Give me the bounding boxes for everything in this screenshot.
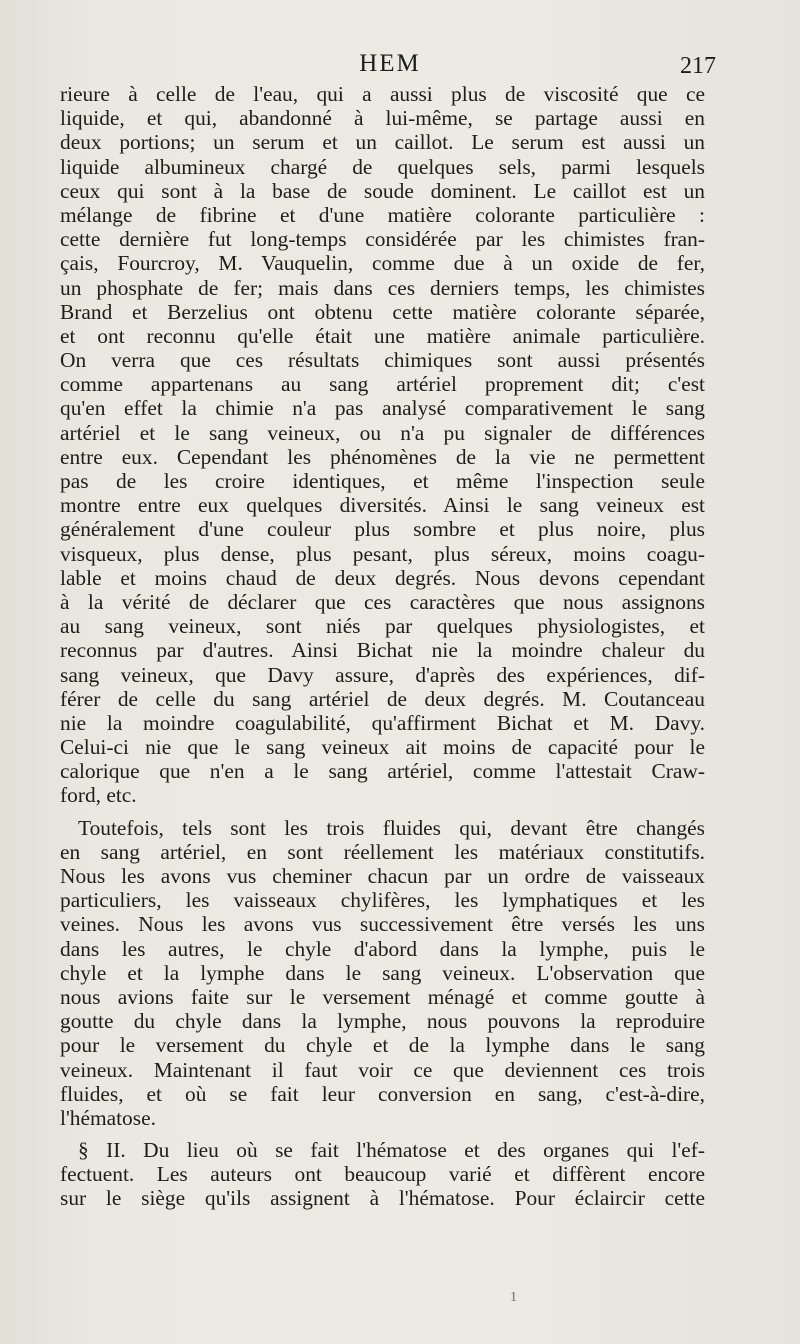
running-head bbox=[60, 50, 720, 84]
text-line: ceux qui sont à la base de soude dominent. Le caillot est un bbox=[60, 178, 705, 203]
text-line: artériel et le sang veineux, ou n'a pu signaler de différences bbox=[60, 420, 705, 445]
text-line: Brand et Berzelius ont obtenu cette matière colorante séparée, bbox=[60, 299, 705, 324]
text-line: mélange de fibrine et d'une matière colorante particulière : bbox=[60, 202, 705, 227]
text-line: Nous les avons vus cheminer chacun par un ordre de vaisseaux bbox=[60, 864, 705, 888]
text-line: dans les autres, le chyle d'abord dans la lymphe, puis le bbox=[60, 936, 705, 961]
text-line: comme appartenans au sang artériel proprement dit; c'est bbox=[60, 372, 705, 397]
text-line: pour le versement du chyle et de la lymphe dans le sang bbox=[60, 1033, 705, 1058]
text-line: l'hématose. bbox=[60, 1105, 156, 1130]
text-line: ford, etc. bbox=[60, 783, 137, 808]
text-line: nie la moindre coagulabilité, qu'affirment Bichat et M. Davy. bbox=[60, 710, 705, 735]
text-line: çais, Fourcroy, M. Vauquelin, comme due à un oxide de fer, bbox=[60, 251, 705, 276]
text-line: particuliers, les vaisseaux chylifères, les lymphatiques et les bbox=[60, 888, 705, 913]
text-line: qu'en effet la chimie n'a pas analysé comparativement le sang bbox=[60, 396, 705, 421]
text-line: goutte du chyle dans la lymphe, nous pouvons la reproduire bbox=[60, 1009, 705, 1034]
running-title: HEM bbox=[359, 50, 421, 77]
body-text bbox=[60, 82, 705, 1211]
text-line: liquide albumineux chargé de quelques sels, parmi lesquels bbox=[60, 154, 705, 179]
paragraph bbox=[60, 82, 705, 808]
text-line: à la vérité de déclarer que ces caractères que nous assignons bbox=[60, 589, 705, 614]
text-line: chyle et la lymphe dans le sang veineux. L'observation que bbox=[60, 960, 705, 985]
text-line: un phosphate de fer; mais dans ces derniers temps, les chimistes bbox=[60, 275, 705, 300]
text-line: sang veineux, que Davy assure, d'après des expériences, dif- bbox=[60, 662, 705, 687]
text-line: Celui-ci nie que le sang veineux ait moins de capacité pour le bbox=[60, 735, 705, 760]
text-line: nous avions faite sur le versement ménagé et comme goutte à bbox=[60, 984, 705, 1009]
text-line: entre eux. Cependant les phénomènes de la vie ne permettent bbox=[60, 444, 705, 469]
footer-mark: 1 bbox=[510, 1290, 517, 1305]
text-line: fectuent. Les auteurs ont beaucoup varié et diffèrent encore bbox=[60, 1162, 705, 1187]
text-line: sur le siège qu'ils assignent à l'hématose. Pour éclaircir cette bbox=[60, 1186, 705, 1211]
text-line: montre entre eux quelques diversités. Ainsi le sang veineux est bbox=[60, 493, 705, 518]
paragraph-gap bbox=[60, 1130, 705, 1138]
text-line: au sang veineux, sont niés par quelques physiologistes, et bbox=[60, 614, 705, 639]
text-line: reconnus par d'autres. Ainsi Bichat nie la moindre chaleur du bbox=[60, 638, 705, 663]
paragraph bbox=[60, 1138, 705, 1211]
text-line: généralement d'une couleur plus sombre et plus noire, plus bbox=[60, 517, 705, 542]
text-line: et ont reconnu qu'elle était une matière animale particulière. bbox=[60, 323, 705, 348]
paragraph bbox=[60, 816, 705, 1130]
text-line: fluides, et où se fait leur conversion en sang, c'est-à-dire, bbox=[60, 1081, 705, 1106]
text-line: On verra que ces résultats chimiques sont aussi présentés bbox=[60, 348, 705, 373]
text-line: veines. Nous les avons vus successivement être versés les uns bbox=[60, 912, 705, 937]
paragraph-gap bbox=[60, 808, 705, 816]
text-line: rieure à celle de l'eau, qui a aussi plus de viscosité que ce bbox=[60, 82, 705, 106]
text-line: en sang artériel, en sont réellement les matériaux constitutifs. bbox=[60, 839, 705, 864]
text-line: liquide, et qui, abandonné à lui-même, se partage aussi en bbox=[60, 106, 705, 131]
text-line: veineux. Maintenant il faut voir ce que deviennent ces trois bbox=[60, 1057, 705, 1082]
text-line: Toutefois, tels sont les trois fluides qui, devant être changés bbox=[78, 815, 705, 840]
page-number: 217 bbox=[680, 53, 716, 79]
text-line: § II. Du lieu où se fait l'hématose et des organes qui l'ef- bbox=[78, 1138, 705, 1163]
text-line: férer de celle du sang artériel de deux degrés. M. Coutanceau bbox=[60, 686, 705, 711]
text-line: calorique que n'en a le sang artériel, comme l'attestait Craw- bbox=[60, 759, 705, 784]
text-line: lable et moins chaud de deux degrés. Nous devons cependant bbox=[60, 565, 705, 590]
text-line: pas de les croire identiques, et même l'inspection seule bbox=[60, 469, 705, 493]
text-line: deux portions; un serum et un caillot. Le serum est aussi un bbox=[60, 130, 705, 155]
text-line: cette dernière fut long-temps considérée par les chimistes fran- bbox=[60, 227, 705, 252]
text-line: visqueux, plus dense, plus pesant, plus séreux, moins coagu- bbox=[60, 541, 705, 566]
